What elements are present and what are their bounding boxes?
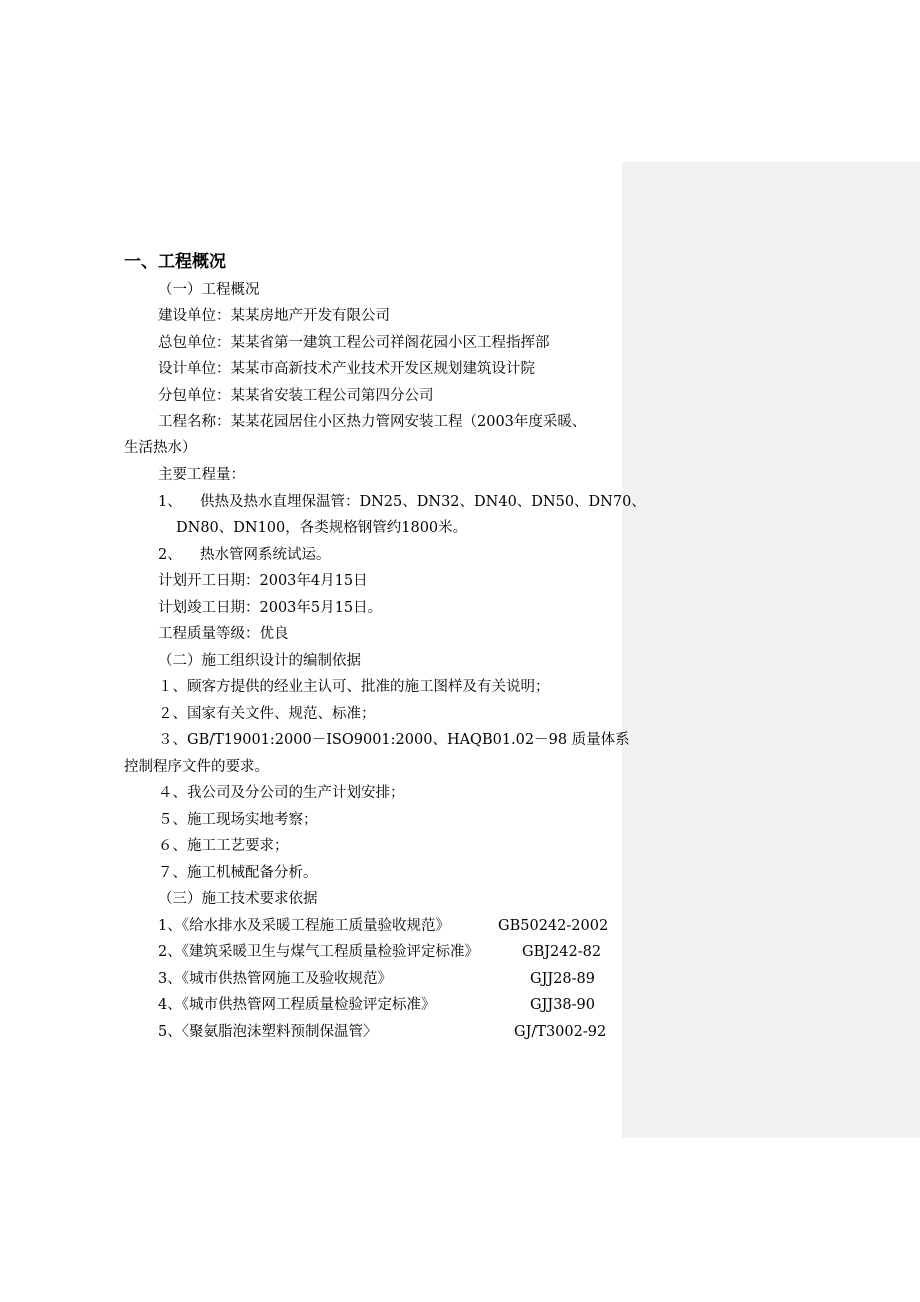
standard-code: GJJ28-89 bbox=[530, 971, 596, 987]
quantity-1-continuation: DN80、DN100，各类规格钢管约1800米。 bbox=[176, 520, 468, 536]
quality-grade-line: 工程质量等级：优良 bbox=[158, 626, 289, 642]
project-name-line: 工程名称：某某花园居住小区热力管网安装工程（2003年度采暖、 bbox=[158, 414, 587, 430]
basis-item: ７、施工机械配备分析。 bbox=[158, 865, 318, 881]
start-date-line: 计划开工日期：2003年4月15日 bbox=[158, 573, 368, 589]
subcontractor-line: 分包单位：某某省安装工程公司第四分公司 bbox=[158, 388, 434, 404]
basis-item: ６、施工工艺要求； bbox=[158, 838, 289, 854]
designer-line: 设计单位：某某市高新技术产业技术开发区规划建筑设计院 bbox=[158, 361, 535, 377]
basis-item: ４、我公司及分公司的生产计划安排； bbox=[158, 785, 405, 801]
subsection-heading-1: （一）工程概况 bbox=[158, 282, 260, 298]
basis-item: １、顾客方提供的经业主认可、批准的施工图样及有关说明； bbox=[158, 679, 550, 695]
comment-pane bbox=[622, 162, 920, 1138]
owner-line: 建设单位：某某房地产开发有限公司 bbox=[158, 308, 390, 324]
quantities-label: 主要工程量： bbox=[158, 467, 245, 483]
basis-item-continuation: 控制程序文件的要求。 bbox=[124, 759, 269, 775]
standard-name: 3、《城市供热管网施工及验收规范》 bbox=[158, 971, 392, 987]
quantity-2-text: 热水管网系统试运。 bbox=[200, 547, 331, 563]
end-date-line: 计划竣工日期：2003年5月15日。 bbox=[158, 600, 383, 616]
section-title: 一、工程概况 bbox=[124, 252, 226, 272]
standard-name: 1、《给水排水及采暖工程施工质量验收规范》 bbox=[158, 918, 450, 934]
project-name-continuation: 生活热水） bbox=[124, 440, 197, 456]
standard-code: GB50242-2002 bbox=[498, 918, 609, 934]
standard-name: 5、〈聚氨脂泡沫塑料预制保温管〉 bbox=[158, 1024, 378, 1040]
quantity-2-number: 2、 bbox=[158, 547, 182, 563]
basis-item: ５、施工现场实地考察； bbox=[158, 812, 318, 828]
standard-code: GBJ242-82 bbox=[522, 944, 602, 960]
subsection-heading-2: （二）施工组织设计的编制依据 bbox=[158, 653, 361, 669]
basis-item: ２、国家有关文件、规范、标准； bbox=[158, 706, 376, 722]
quantity-1-text: 供热及热水直埋保温管：DN25、DN32、DN40、DN50、DN70、 bbox=[200, 494, 646, 510]
basis-item: ３、GB/T19001:2000－ISO9001:2000、HAQB01.02－98 质量体系 bbox=[158, 732, 630, 748]
general-contractor-line: 总包单位：某某省第一建筑工程公司祥阁花园小区工程指挥部 bbox=[158, 335, 550, 351]
subsection-heading-3: （三）施工技术要求依据 bbox=[158, 891, 318, 907]
standard-code: GJ/T3002-92 bbox=[514, 1024, 607, 1040]
quantity-1-number: 1、 bbox=[158, 494, 182, 510]
standard-name: 4、《城市供热管网工程质量检验评定标准》 bbox=[158, 997, 436, 1013]
standard-name: 2、《建筑采暖卫生与煤气工程质量检验评定标准》 bbox=[158, 944, 479, 960]
standard-code: GJJ38-90 bbox=[530, 997, 596, 1013]
